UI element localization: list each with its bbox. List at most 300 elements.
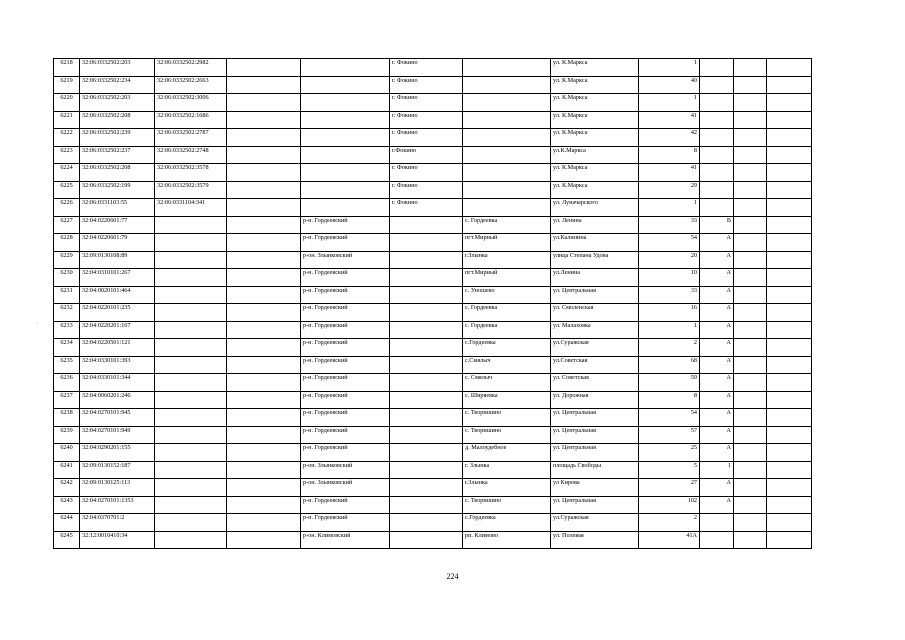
cadastral-number-2: 32:06:0332502:2787 [155, 129, 227, 147]
house-number: 33 [639, 216, 700, 234]
letter: А [700, 269, 734, 287]
locality: с.Смялыч [463, 356, 551, 374]
table-row [54, 269, 812, 287]
cadastral-number-2 [155, 374, 227, 392]
cadastral-number-2 [155, 321, 227, 339]
cadastral-number-2 [155, 479, 227, 497]
town [390, 479, 463, 497]
letter: А [700, 356, 734, 374]
district: р-он. Климовский [301, 531, 390, 549]
blank-cell [767, 76, 812, 94]
blank-cell [227, 286, 301, 304]
town [390, 444, 463, 462]
town [390, 269, 463, 287]
blank-cell [227, 496, 301, 514]
district: р-н. Гордеевский [301, 409, 390, 427]
blank-cell [767, 286, 812, 304]
blank-cell [767, 146, 812, 164]
row-number: 6243 [54, 496, 80, 514]
blank-cell [734, 531, 767, 549]
cadastral-number: 32:04:0020101:464 [80, 286, 155, 304]
town [390, 251, 463, 269]
cadastral-number: 32:09:0130108:89 [80, 251, 155, 269]
blank-cell [227, 129, 301, 147]
letter: А [700, 479, 734, 497]
row-number: 6228 [54, 234, 80, 252]
cadastral-number-2: 32:06:0332502:2982 [155, 59, 227, 77]
house-number: 16 [639, 304, 700, 322]
blank-cell [227, 94, 301, 112]
blank-cell [734, 374, 767, 392]
town: г.Фокино [390, 146, 463, 164]
town: г. Фокино [390, 164, 463, 182]
blank-cell [734, 409, 767, 427]
blank-cell [767, 94, 812, 112]
house-number: 1 [639, 59, 700, 77]
table-row [54, 321, 812, 339]
table-row [54, 374, 812, 392]
table-row [54, 426, 812, 444]
town [390, 234, 463, 252]
cadastral-number-2: 32:06:0332502:3579 [155, 181, 227, 199]
letter [700, 94, 734, 112]
table-row [54, 514, 812, 532]
locality: с.Гордеевка [463, 514, 551, 532]
street: ул.Советская [551, 356, 639, 374]
locality [463, 59, 551, 77]
street: ул.Ленина [551, 269, 639, 287]
blank-cell [767, 444, 812, 462]
district: р-н. Гордеевский [301, 444, 390, 462]
blank-cell [734, 321, 767, 339]
blank-cell [734, 479, 767, 497]
letter: В [700, 216, 734, 234]
cadastral-number: 32:04:0220101:235 [80, 304, 155, 322]
district [301, 129, 390, 147]
district [301, 111, 390, 129]
blank-cell [734, 426, 767, 444]
blank-cell [227, 426, 301, 444]
house-number: 59 [639, 374, 700, 392]
cadastral-number-2 [155, 304, 227, 322]
blank-cell [767, 496, 812, 514]
locality [463, 94, 551, 112]
cadastral-number: 32:04:0220201:167 [80, 321, 155, 339]
blank-cell [227, 531, 301, 549]
blank-cell [227, 199, 301, 217]
house-number: 40 [639, 76, 700, 94]
row-number: 6226 [54, 199, 80, 217]
house-number: 41 [639, 164, 700, 182]
table-row [54, 234, 812, 252]
table-row [54, 339, 812, 357]
house-number: 57 [639, 426, 700, 444]
row-number: 6221 [54, 111, 80, 129]
row-number: 6238 [54, 409, 80, 427]
house-number: 5 [639, 461, 700, 479]
table-row [54, 496, 812, 514]
letter: А [700, 496, 734, 514]
street: ул. Полевая [551, 531, 639, 549]
locality [463, 181, 551, 199]
blank-cell [734, 444, 767, 462]
house-number: 25 [639, 444, 700, 462]
blank-cell [227, 269, 301, 287]
row-number: 6239 [54, 426, 80, 444]
street: ул. Луначарского [551, 199, 639, 217]
cadastral-number-2 [155, 531, 227, 549]
row-number: 6236 [54, 374, 80, 392]
row-number: 6230 [54, 269, 80, 287]
district [301, 59, 390, 77]
town [390, 461, 463, 479]
blank-cell [227, 164, 301, 182]
town: г. Фокино [390, 111, 463, 129]
cadastral-number: 32:06:0332502:208 [80, 111, 155, 129]
blank-cell [227, 304, 301, 322]
street: ул.Калинина [551, 234, 639, 252]
letter: 1 [700, 461, 734, 479]
street: ул. К.Маркса [551, 59, 639, 77]
page-number: 224 [446, 572, 459, 581]
cadastral-number: 32:04:0290201:155 [80, 444, 155, 462]
cadastral-number-2 [155, 426, 227, 444]
district [301, 199, 390, 217]
cadastral-number: 32:09:0130152:187 [80, 461, 155, 479]
house-number: 10 [639, 269, 700, 287]
town: г. Фокино [390, 94, 463, 112]
locality: г.Злынка [463, 479, 551, 497]
cadastral-number-2 [155, 339, 227, 357]
street: ул.Суражская [551, 514, 639, 532]
blank-cell [734, 94, 767, 112]
letter [700, 59, 734, 77]
letter [700, 514, 734, 532]
letter [700, 76, 734, 94]
street: ул. Дорожная [551, 391, 639, 409]
house-number: 41 [639, 111, 700, 129]
table-row [54, 164, 812, 182]
town [390, 286, 463, 304]
row-number: 6225 [54, 181, 80, 199]
letter: А [700, 374, 734, 392]
letter [700, 111, 734, 129]
town [390, 216, 463, 234]
row-number: 6227 [54, 216, 80, 234]
cadastral-number-2 [155, 496, 227, 514]
street: ул. Советская [551, 374, 639, 392]
cadastral-number: 32:04:0270101:945 [80, 409, 155, 427]
blank-cell [767, 234, 812, 252]
town: г. Фокино [390, 129, 463, 147]
locality: с. Ширяевка [463, 391, 551, 409]
blank-cell [227, 391, 301, 409]
locality [463, 111, 551, 129]
blank-cell [767, 391, 812, 409]
row-number: 6223 [54, 146, 80, 164]
blank-cell [734, 286, 767, 304]
cadastral-number-2: 32:06:0332502:3006 [155, 94, 227, 112]
district: р-н. Гордеевский [301, 216, 390, 234]
blank-cell [767, 129, 812, 147]
blank-cell [767, 199, 812, 217]
street: ул. К.Маркса [551, 76, 639, 94]
cadastral-number: 32:04:0220601:79 [80, 234, 155, 252]
blank-cell [734, 304, 767, 322]
blank-cell [227, 479, 301, 497]
blank-cell [767, 531, 812, 549]
cadastral-number: 32:06:0332502:203 [80, 59, 155, 77]
street: площадь Свободы [551, 461, 639, 479]
blank-cell [767, 321, 812, 339]
town [390, 391, 463, 409]
blank-cell [767, 164, 812, 182]
blank-cell [227, 146, 301, 164]
cadastral-number: 32:06:0332502:234 [80, 76, 155, 94]
house-number: 1 [639, 199, 700, 217]
blank-cell [767, 409, 812, 427]
blank-cell [734, 129, 767, 147]
street: ул.К.Маркса [551, 146, 639, 164]
table-row [54, 531, 812, 549]
cadastral-number: 32:06:0332502:237 [80, 146, 155, 164]
town [390, 531, 463, 549]
letter [700, 129, 734, 147]
row-number: 6234 [54, 339, 80, 357]
row-number: 6231 [54, 286, 80, 304]
locality: с. Гордеевка [463, 304, 551, 322]
table-row [54, 216, 812, 234]
letter [700, 199, 734, 217]
house-number: 42 [639, 129, 700, 147]
district: р-н. Гордеевский [301, 356, 390, 374]
row-number: 6224 [54, 164, 80, 182]
town: г. Фокино [390, 76, 463, 94]
table-row [54, 146, 812, 164]
locality: г. Злынка [463, 461, 551, 479]
district: р-н. Гордеевский [301, 496, 390, 514]
locality: с. Уношево [463, 286, 551, 304]
row-number: 6218 [54, 59, 80, 77]
letter: А [700, 251, 734, 269]
blank-cell [767, 374, 812, 392]
house-number: 29 [639, 181, 700, 199]
district: р-н. Гордеевский [301, 304, 390, 322]
town [390, 304, 463, 322]
district: р-он. Злынковский [301, 461, 390, 479]
locality: д. Малоудебное [463, 444, 551, 462]
street: ул Кирова [551, 479, 639, 497]
town: г. Фокино [390, 181, 463, 199]
cadastral-number-2 [155, 356, 227, 374]
cadastral-number: 32:06:0332502:239 [80, 129, 155, 147]
register-table [53, 58, 812, 549]
blank-cell [767, 216, 812, 234]
street: ул.Суражская [551, 339, 639, 357]
town [390, 356, 463, 374]
house-number: 41А [639, 531, 700, 549]
district: р-н. Гордеевский [301, 321, 390, 339]
row-number: 6244 [54, 514, 80, 532]
blank-cell [767, 304, 812, 322]
cadastral-number-2: 32:06:0332502:3578 [155, 164, 227, 182]
locality [463, 129, 551, 147]
house-number: 68 [639, 356, 700, 374]
cadastral-number: 32:06:0332502:208 [80, 164, 155, 182]
town [390, 426, 463, 444]
cadastral-number: 32:04:0220601:77 [80, 216, 155, 234]
cadastral-number: 32:06:0332502:199 [80, 181, 155, 199]
table-row [54, 461, 812, 479]
locality: пгт.Мирный [463, 269, 551, 287]
cadastral-number-2: 32:06:0332502:2663 [155, 76, 227, 94]
letter: А [700, 234, 734, 252]
cadastral-number-2 [155, 269, 227, 287]
letter: А [700, 409, 734, 427]
district: р-н. Гордеевский [301, 286, 390, 304]
house-number: 2 [639, 339, 700, 357]
street: ул. Центральная [551, 444, 639, 462]
blank-cell [227, 234, 301, 252]
letter: А [700, 339, 734, 357]
street: ул. Смоленская [551, 304, 639, 322]
blank-cell [227, 216, 301, 234]
table-row [54, 76, 812, 94]
table-row [54, 409, 812, 427]
locality: с. Творишино [463, 426, 551, 444]
table-row [54, 199, 812, 217]
district: р-н. Гордеевский [301, 234, 390, 252]
blank-cell [734, 181, 767, 199]
town [390, 321, 463, 339]
town [390, 496, 463, 514]
blank-cell [767, 356, 812, 374]
street: ул. Ленина [551, 216, 639, 234]
locality: пгт.Мирный [463, 234, 551, 252]
district: р-н. Гордеевский [301, 514, 390, 532]
letter [700, 531, 734, 549]
blank-cell [734, 76, 767, 94]
blank-cell [227, 111, 301, 129]
street: ул. К.Маркса [551, 111, 639, 129]
house-number: 54 [639, 409, 700, 427]
blank-cell [227, 339, 301, 357]
locality [463, 199, 551, 217]
cadastral-number: 32:04:0330101:344 [80, 374, 155, 392]
cadastral-number: 32:06:0332502:203 [80, 94, 155, 112]
table-row [54, 356, 812, 374]
blank-cell [767, 479, 812, 497]
locality [463, 146, 551, 164]
town [390, 339, 463, 357]
row-number: 6229 [54, 251, 80, 269]
locality: с. Гордеевка [463, 321, 551, 339]
district [301, 146, 390, 164]
letter: А [700, 321, 734, 339]
street: ул. Малаховка [551, 321, 639, 339]
blank-cell [734, 111, 767, 129]
blank-cell [227, 76, 301, 94]
row-number: 6242 [54, 479, 80, 497]
blank-cell [734, 391, 767, 409]
street: ул. К.Маркса [551, 94, 639, 112]
house-number: 8 [639, 146, 700, 164]
house-number: 1 [639, 321, 700, 339]
cadastral-number: 32:09:0130125:113 [80, 479, 155, 497]
table-row [54, 59, 812, 77]
blank-cell [767, 461, 812, 479]
cadastral-number-2 [155, 391, 227, 409]
blank-cell [734, 164, 767, 182]
blank-cell [734, 514, 767, 532]
house-number: 20 [639, 251, 700, 269]
blank-cell [734, 269, 767, 287]
row-number: 6232 [54, 304, 80, 322]
locality: с. Смялыч [463, 374, 551, 392]
district [301, 76, 390, 94]
blank-cell [227, 321, 301, 339]
blank-cell [734, 251, 767, 269]
blank-cell [767, 251, 812, 269]
cadastral-number: 32:12:0010410:34 [80, 531, 155, 549]
locality [463, 76, 551, 94]
row-number: 6220 [54, 94, 80, 112]
blank-cell [734, 496, 767, 514]
cadastral-number: 32:06:0331103:55 [80, 199, 155, 217]
blank-cell [767, 181, 812, 199]
cadastral-number-2 [155, 461, 227, 479]
street: ул. Центральная [551, 286, 639, 304]
street: ул. К.Маркса [551, 129, 639, 147]
row-number: 6240 [54, 444, 80, 462]
blank-cell [227, 461, 301, 479]
table-row [54, 444, 812, 462]
house-number: 27 [639, 479, 700, 497]
letter [700, 146, 734, 164]
district: р-н. Гордеевский [301, 269, 390, 287]
row-number: 6222 [54, 129, 80, 147]
house-number: 54 [639, 234, 700, 252]
house-number: 102 [639, 496, 700, 514]
table-row [54, 286, 812, 304]
blank-cell [734, 199, 767, 217]
house-number: 33 [639, 286, 700, 304]
letter: А [700, 426, 734, 444]
house-number: 8 [639, 391, 700, 409]
letter: А [700, 391, 734, 409]
town [390, 374, 463, 392]
street: ул. Центральная [551, 409, 639, 427]
blank-cell [767, 59, 812, 77]
table-row [54, 94, 812, 112]
blank-cell [734, 234, 767, 252]
blank-cell [734, 356, 767, 374]
blank-cell [767, 269, 812, 287]
district: р-он. Злынковский [301, 479, 390, 497]
letter: А [700, 286, 734, 304]
house-number: 2 [639, 514, 700, 532]
cadastral-number: 32:04:0060201:246 [80, 391, 155, 409]
blank-cell [767, 514, 812, 532]
street: ул. К.Маркса [551, 164, 639, 182]
row-number: 6219 [54, 76, 80, 94]
table-row [54, 479, 812, 497]
blank-cell [767, 339, 812, 357]
cadastral-number-2 [155, 216, 227, 234]
locality: с.Гордеевка [463, 339, 551, 357]
town: г. Фокино [390, 59, 463, 77]
locality: г.Злынка [463, 251, 551, 269]
